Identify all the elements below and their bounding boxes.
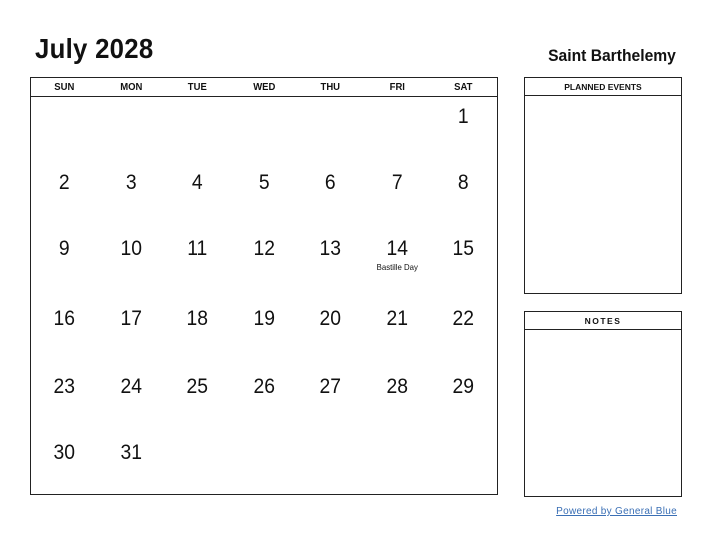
day-cell <box>231 229 298 299</box>
day-number <box>367 433 428 441</box>
weekday-label: WED <box>252 82 276 93</box>
planned-events-title: PLANNED EVENTS <box>525 78 681 96</box>
day-number: 28 <box>386 375 408 398</box>
day-number: 25 <box>186 375 209 398</box>
day-cell <box>31 97 98 163</box>
day-number: 29 <box>452 375 475 398</box>
day-cell <box>364 97 431 163</box>
day-number: 30 <box>53 441 76 464</box>
day-number: 16 <box>53 307 76 330</box>
day-cell <box>297 229 364 299</box>
weekday-label: SAT <box>454 82 473 93</box>
day-cell <box>164 433 231 493</box>
day-cell <box>231 433 298 493</box>
day-cell <box>297 367 364 433</box>
day-cell <box>364 229 431 299</box>
notes-title: NOTES <box>525 312 681 330</box>
day-cell <box>231 163 298 229</box>
day-number <box>34 97 95 105</box>
planned-events-panel <box>524 77 682 294</box>
day-number <box>300 97 361 105</box>
day-cell <box>297 163 364 229</box>
day-cell <box>364 433 431 493</box>
day-cell <box>98 299 165 367</box>
day-cell <box>430 367 497 433</box>
day-number: 2 <box>58 171 70 194</box>
day-number: 7 <box>391 171 403 194</box>
day-cell <box>164 299 231 367</box>
day-cell <box>98 163 165 229</box>
day-number: 4 <box>192 171 203 194</box>
day-number: 24 <box>120 375 142 398</box>
weekday-label: TUE <box>187 82 207 93</box>
day-number: 27 <box>319 375 342 398</box>
day-number: 20 <box>319 307 342 330</box>
calendar-weeks <box>31 97 497 493</box>
day-cell <box>231 299 298 367</box>
day-number: 1 <box>458 105 470 128</box>
day-number <box>167 433 228 441</box>
day-cell <box>164 163 231 229</box>
weekday-header-row <box>31 78 497 97</box>
day-number: 19 <box>253 307 275 330</box>
day-number: 18 <box>186 307 209 330</box>
day-number: 22 <box>452 307 475 330</box>
weekday-label: MON <box>119 82 142 93</box>
day-number: 17 <box>120 307 142 330</box>
day-cell <box>231 367 298 433</box>
day-cell <box>364 163 431 229</box>
day-cell <box>430 433 497 493</box>
powered-by-link[interactable]: Powered by General Blue <box>556 506 677 517</box>
day-cell <box>31 299 98 367</box>
day-cell <box>164 367 231 433</box>
day-cell <box>430 229 497 299</box>
day-cell <box>231 97 298 163</box>
day-cell <box>297 299 364 367</box>
day-number: 6 <box>325 171 336 194</box>
day-number: 10 <box>120 237 142 260</box>
weekday-label: THU <box>320 82 341 93</box>
day-number: 5 <box>258 171 270 194</box>
day-cell <box>364 367 431 433</box>
day-number: 13 <box>319 237 342 260</box>
day-cell <box>297 433 364 493</box>
day-cell <box>164 97 231 163</box>
day-number <box>100 97 161 105</box>
day-number <box>433 433 494 441</box>
day-number: 3 <box>125 171 137 194</box>
notes-panel <box>524 311 682 497</box>
calendar-grid <box>30 77 498 495</box>
day-number <box>233 97 294 105</box>
day-cell <box>430 97 497 163</box>
day-cell <box>297 97 364 163</box>
day-cell <box>164 229 231 299</box>
day-number <box>300 433 361 441</box>
day-number <box>233 433 294 441</box>
day-cell <box>31 229 98 299</box>
day-cell <box>98 229 165 299</box>
day-number: 8 <box>458 171 470 194</box>
day-number: 21 <box>386 307 408 330</box>
day-cell <box>98 433 165 493</box>
day-number: 11 <box>187 237 208 260</box>
day-cell <box>430 299 497 367</box>
day-cell <box>364 299 431 367</box>
day-number: 12 <box>253 237 275 260</box>
day-cell <box>31 367 98 433</box>
weekday-label: FRI <box>389 82 405 93</box>
page-title: July 2028 <box>35 33 154 64</box>
day-cell <box>430 163 497 229</box>
day-number <box>367 97 428 105</box>
day-cell <box>98 367 165 433</box>
weekday-label: SUN <box>54 82 75 93</box>
day-number: 23 <box>53 375 76 398</box>
day-number: 9 <box>58 237 70 260</box>
day-number: 31 <box>120 441 142 464</box>
day-cell <box>31 433 98 493</box>
day-cell <box>98 97 165 163</box>
day-cell <box>31 163 98 229</box>
day-number <box>167 97 228 105</box>
day-number: 14 <box>386 237 408 260</box>
region-name: Saint Barthelemy <box>548 46 676 65</box>
day-number: 15 <box>452 237 475 260</box>
day-number: 26 <box>253 375 275 398</box>
holiday-label: Bastille Day <box>376 262 418 272</box>
